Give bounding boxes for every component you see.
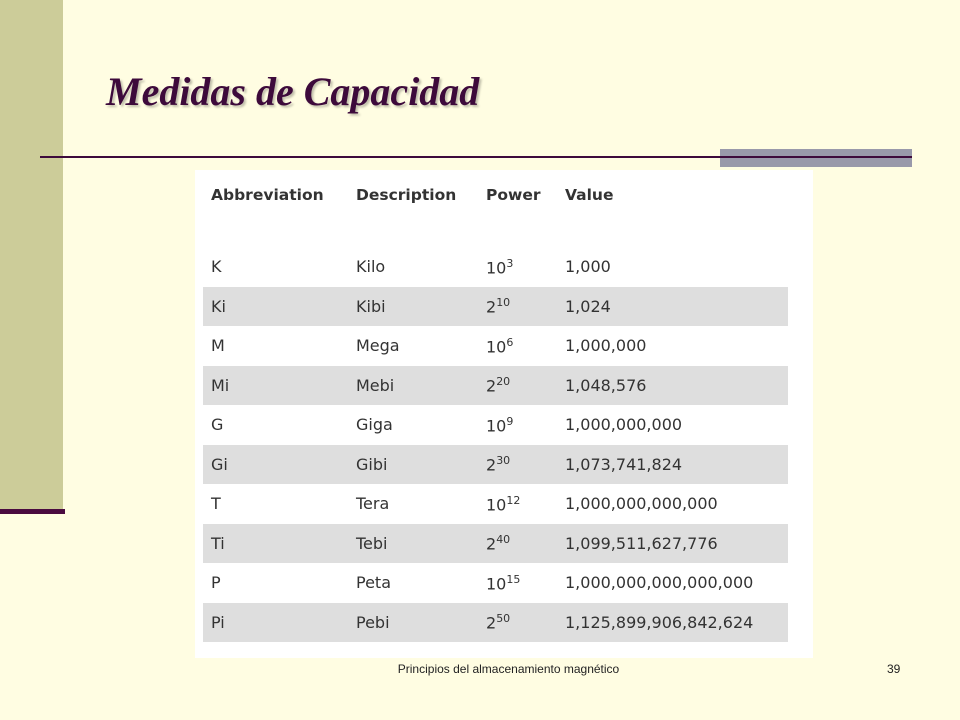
power-exponent: 20 <box>496 375 511 389</box>
power-exponent: 3 <box>506 256 514 270</box>
cell-abbreviation: M <box>211 336 225 356</box>
capacity-table <box>203 178 788 642</box>
table-row <box>203 484 788 524</box>
cell-power <box>478 405 557 445</box>
power-base: 10 <box>486 494 507 514</box>
power-base: 2 <box>486 297 497 317</box>
cell-description: Kilo <box>356 257 386 277</box>
cell-description: Pebi <box>348 603 478 643</box>
left-decorative-bar <box>0 0 63 510</box>
power-base: 10 <box>486 573 507 593</box>
cell-power <box>478 326 557 366</box>
header-description: Description <box>356 186 457 204</box>
table-row <box>203 563 788 603</box>
slide-title: Medidas de Capacidad <box>106 69 480 114</box>
cell-description: Tera <box>356 494 390 514</box>
cell-power <box>478 603 557 643</box>
cell-abbreviation: G <box>211 415 224 435</box>
header-value: Value <box>565 186 614 204</box>
cell-abbreviation: T <box>211 494 221 514</box>
table-row <box>203 405 788 445</box>
cell-value: 1,000 <box>565 257 611 277</box>
cell-abbreviation: Ki <box>203 287 348 327</box>
cell-abbreviation: Ti <box>203 524 348 564</box>
power-exponent: 6 <box>506 335 514 349</box>
title-divider-accent-line <box>720 156 912 158</box>
cell-power <box>478 366 557 406</box>
cell-description: Giga <box>356 415 393 435</box>
power-base: 10 <box>486 415 507 435</box>
cell-power <box>478 445 557 485</box>
power-exponent: 9 <box>506 414 514 428</box>
cell-power <box>478 563 557 603</box>
cell-value: 1,000,000,000,000 <box>565 494 718 514</box>
table-row <box>203 366 788 406</box>
cell-description: Peta <box>356 573 391 593</box>
page-number: 39 <box>887 662 901 676</box>
cell-power <box>478 247 557 287</box>
power-base: 10 <box>486 257 507 277</box>
cell-description: Mebi <box>348 366 478 406</box>
cell-abbreviation: Gi <box>203 445 348 485</box>
cell-abbreviation: Pi <box>203 603 348 643</box>
table-row <box>203 326 788 366</box>
cell-value: 1,099,511,627,776 <box>557 524 788 564</box>
cell-abbreviation: Mi <box>203 366 348 406</box>
cell-description: Gibi <box>348 445 478 485</box>
cell-description: Mega <box>356 336 400 356</box>
power-exponent: 15 <box>506 572 521 586</box>
header-abbreviation: Abbreviation <box>211 186 324 204</box>
power-exponent: 50 <box>496 612 511 626</box>
title-divider-accent <box>720 149 912 167</box>
table-row <box>203 247 788 287</box>
table-body <box>203 212 788 642</box>
power-exponent: 40 <box>496 533 511 547</box>
cell-abbreviation: P <box>211 573 221 593</box>
table-row <box>203 445 788 485</box>
cell-power <box>478 484 557 524</box>
header-power: Power <box>486 186 541 204</box>
cell-description: Tebi <box>348 524 478 564</box>
power-base: 2 <box>486 376 497 396</box>
capacity-table-panel <box>195 170 813 658</box>
cell-value: 1,000,000 <box>565 336 647 356</box>
cell-value: 1,125,899,906,842,624 <box>557 603 788 643</box>
cell-value: 1,000,000,000 <box>565 415 683 435</box>
table-row <box>203 287 788 327</box>
cell-power <box>478 524 557 564</box>
power-base: 2 <box>486 613 497 633</box>
cell-value: 1,024 <box>557 287 788 327</box>
power-exponent: 12 <box>506 493 521 507</box>
header-spacer-row <box>203 212 788 247</box>
table-row <box>203 524 788 564</box>
left-bar-base-line <box>0 509 65 514</box>
power-base: 10 <box>486 336 507 356</box>
table-header-row <box>203 178 788 212</box>
power-base: 2 <box>486 534 497 554</box>
cell-value: 1,000,000,000,000,000 <box>565 573 754 593</box>
power-base: 2 <box>486 455 497 475</box>
power-exponent: 10 <box>496 296 511 310</box>
cell-power <box>478 287 557 327</box>
cell-description: Kibi <box>348 287 478 327</box>
table-row <box>203 603 788 643</box>
cell-abbreviation: K <box>211 257 222 277</box>
slide-footer: Principios del almacenamiento magnético <box>397 662 620 676</box>
power-exponent: 30 <box>496 454 511 468</box>
cell-value: 1,073,741,824 <box>557 445 788 485</box>
cell-value: 1,048,576 <box>557 366 788 406</box>
